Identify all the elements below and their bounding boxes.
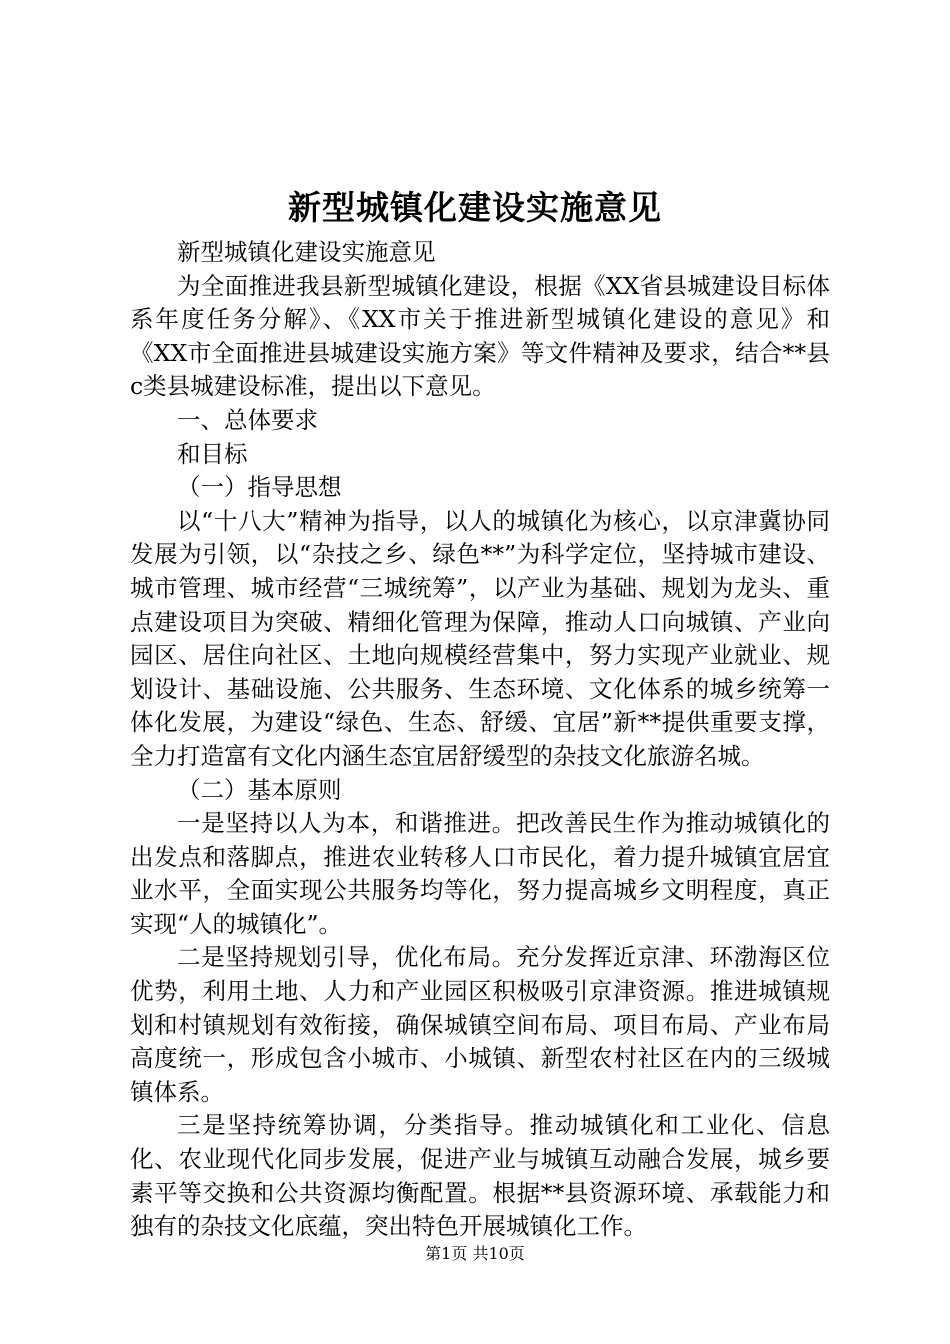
paragraph-principle-two: 二是坚持规划引导，优化布局。充分发挥近京津、环渤海区位优势，利用土地、人力和产业园区积极吸引京津资源。推进城镇规划和村镇规划有效衔接，确保城镇空间布局、项目布局、产业布局高度统一，形成包含小城市、小城镇、新型农村社区在内的三级城镇体系。 (130, 943, 830, 1106)
page-footer: 第1页 共10页 (425, 1244, 525, 1263)
paragraph-principle-one: 一是坚持以人为本，和谐推进。把改善民生作为推动城镇化的出发点和落脚点，推进农业转移人口市民化，着力提升城镇宜居宜业水平，全面实现公共服务均等化，努力提高城乡文明程度，真正实现“人的城镇化”。 (130, 809, 830, 938)
paragraph-subtitle: 新型城镇化建设实施意见 (177, 238, 436, 266)
paragraph-guiding-ideology: 以“十八大”精神为指导，以人的城镇化为核心，以京津冀协同发展为引领，以“杂技之乡、绿色**”为科学定位，坚持城市建设、城市管理、城市经营“三城统筹”，以产业为基础、规划为龙头、重点建设项目为突破、精细化管理为保障，推动人口向城镇、产业向园区、居住向社区、土地向规模经营集中，努力实现产业就业、规划设计、基础设施、公共服务、生态环境、文化体系的城乡统筹一体化发展，为建设“绿色、生态、舒缓、宜居”新**提供重要支撑，全力打造富有文化内涵生态宜居舒缓型的杂技文化旅游名城。 (130, 506, 830, 770)
paragraph-intro: 为全面推进我县新型城镇化建设，根据《XX省县城建设目标体系年度任务分解》、《XX市关于推进新型城镇化建设的意见》和《XX市全面推进县城建设实施方案》等文件精神及要求，结合**县c类县城建设标准，提出以下意见。 (130, 271, 830, 401)
paragraph-principle-three: 三是坚持统筹协调，分类指导。推动城镇化和工业化、信息化、农业现代化同步发展，促进产业与城镇互动融合发展，城乡要素平等交换和公共资源均衡配置。根据**县资源环境、承载能力和独有的杂技文化底蕴，突出特色开展城镇化工作。 (130, 1111, 830, 1241)
document-title: 新型城镇化建设实施意见 (288, 188, 662, 227)
subsection-heading-guiding-ideology: （一）指导思想 (177, 473, 342, 502)
section-heading-general-requirements: 一、总体要求 (177, 405, 318, 434)
document-body (130, 236, 830, 1244)
section-heading-continuation: 和目标 (177, 439, 248, 468)
subsection-heading-basic-principles: （二）基本原则 (177, 775, 342, 804)
